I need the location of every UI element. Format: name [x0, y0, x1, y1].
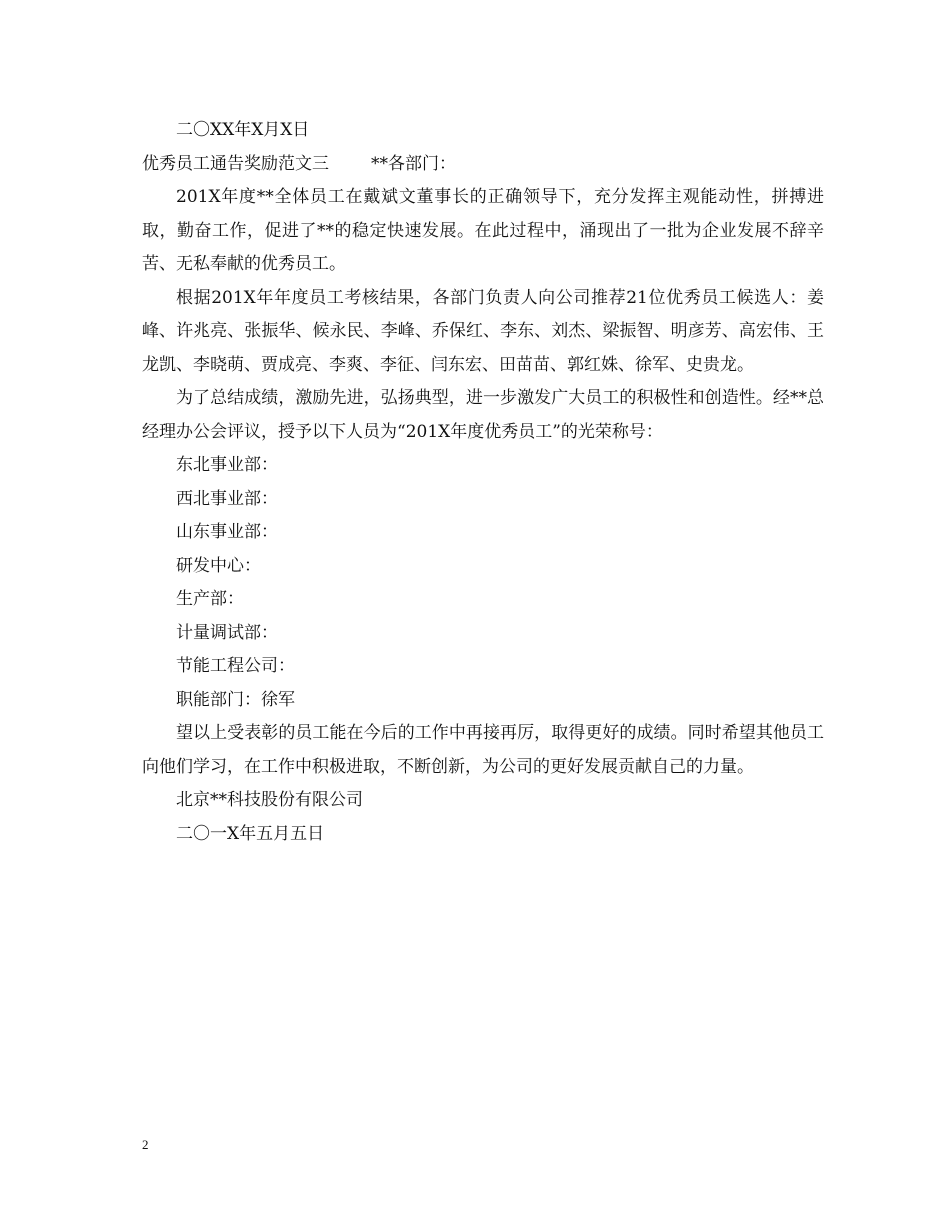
title-line: [142, 148, 824, 182]
signature-date: 二〇一X年五月五日: [176, 823, 325, 844]
department-item: 职能部门：徐军: [176, 689, 295, 710]
document-title: 优秀员工通告奖励范文三: [142, 153, 329, 174]
department-item: 生产部：: [176, 589, 244, 609]
document-body: [142, 114, 824, 851]
date-header: 二〇XX年X月X日: [176, 120, 310, 140]
salutation: **各部门：: [371, 153, 456, 174]
paragraph-award: 为了总结成绩，激励先进，弘扬典型，进一步激发广大员工的积极性和创造性。经**总经理办公会评议，授予以下人员为“201X年度优秀员工”的光荣称号：: [142, 388, 824, 442]
department-item: 计量调试部：: [176, 622, 278, 643]
page-number: 2: [142, 1137, 149, 1152]
paragraph-closing: 望以上受表彰的员工能在今后的工作中再接再厉，取得更好的成绩。同时希望其他员工向他们学习，在工作中积极进取，不断创新，为公司的更好发展贡献自己的力量。: [142, 723, 824, 777]
paragraph-intro: 201X年度**全体员工在戴斌文董事长的正确领导下，充分发挥主观能动性，拼搏进取，勤奋工作，促进了**的稳定快速发展。在此过程中，涌现出了一批为企业发展不辞辛苦、无私奉献的优秀员工。: [142, 187, 824, 274]
paragraph-candidates: 根据201X年年度员工考核结果，各部门负责人向公司推荐21位优秀员工候选人：姜峰、许兆亮、张振华、候永民、李峰、乔保红、李东、刘杰、梁振智、明彦芳、高宏伟、王龙凯、李晓萌、贾成亮、李爽、李征、闫东宏、田苗苗、郭红姝、徐军、史贵龙。: [142, 287, 824, 375]
department-item: 东北事业部：: [176, 455, 278, 475]
department-item: 山东事业部：: [176, 522, 278, 542]
signature-company: 北京**科技股份有限公司: [176, 790, 363, 810]
department-item: 节能工程公司：: [176, 656, 295, 676]
department-item: 西北事业部：: [176, 488, 278, 509]
department-item: 研发中心：: [176, 555, 261, 576]
